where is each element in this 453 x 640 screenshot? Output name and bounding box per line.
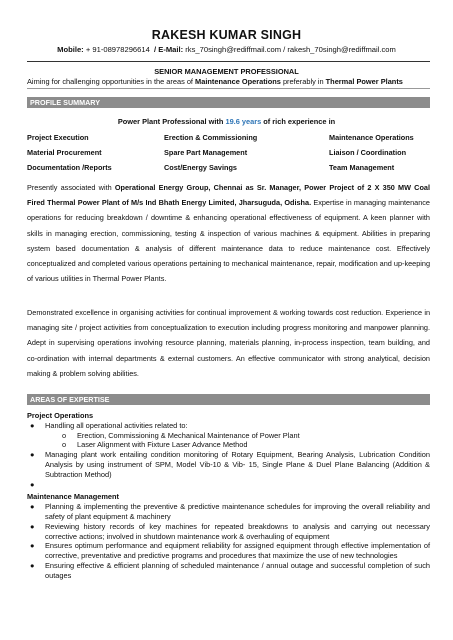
maintenance-management-list [27, 502, 430, 580]
candidate-name: RAKESH KUMAR SINGH [151, 28, 302, 42]
objective-highlight-1: Maintenance Operations [195, 77, 281, 86]
bullet-icon: ● [30, 521, 35, 531]
areas-of-expertise [27, 411, 430, 581]
bullet-icon: ● [30, 420, 35, 430]
sub-list-item-text: Erection, Commissioning & Mechanical Maintenance of Power Plant [77, 430, 300, 440]
bullet-icon: ● [30, 541, 35, 551]
mobile-number: + 91-08978296614 [83, 45, 150, 54]
skill-item: Cost/Energy Savings [164, 163, 237, 172]
skill-item: Material Procurement [27, 148, 102, 157]
contact-line [0, 45, 453, 54]
list-item [27, 561, 430, 581]
list-item-text: Handling all operational activities related to: [45, 420, 188, 430]
list-item-text: Ensuring effective & efficient planning of scheduled maintenance / annual outage and successful completion of such outages [45, 560, 430, 580]
sub-list-item-text: Laser Alignment with Fixture Laser Advance Method [77, 440, 248, 450]
list-item-text: Planning & implementing the preventive & predictive maintenance schedules for improving the overall reliability and safety of plant equipment & machinery [45, 502, 430, 521]
bullet-icon: ● [30, 450, 35, 460]
section-header-profile-summary: PROFILE SUMMARY [27, 97, 430, 108]
sub-list-item [45, 440, 430, 450]
skill-item: Spare Part Management [164, 148, 248, 157]
objective-highlight-2: Thermal Power Plants [325, 77, 403, 86]
headline-text-2: of rich experience in [261, 117, 336, 126]
bullet-icon: ● [30, 502, 35, 512]
skill-item: Liaison / Coordination [329, 148, 407, 157]
empty-list-item [27, 480, 430, 490]
summary-paragraph-2: Demonstrated excellence in organising activities for continual improvement & working towards cost reduction. Experience in managing site / project activities from conceptualization to execution including progress monitoring and manpower planning. Adept in supervising operations involving resource planning, materials planning, in-process inspection, team building, and co-ordination with internal departments & external customers. An effective communicator with strong analytical, decision making & problem solving abilities. [27, 308, 430, 378]
list-item [27, 541, 430, 561]
list-item [27, 421, 430, 450]
mobile-label: Mobile: [57, 45, 84, 54]
skill-item: Project Execution [27, 133, 89, 142]
subsection-title-project-operations: Project Operations [27, 411, 94, 420]
list-item [27, 450, 430, 479]
circle-bullet-icon: o [62, 440, 67, 450]
headline-text: Power Plant Professional with [117, 117, 226, 126]
role-title: SENIOR MANAGEMENT PROFESSIONAL [154, 67, 299, 76]
current-employer: Operational Energy Group, Chennai as Sr. Manager, Power Project of 2 X 350 MW Coal Fired Thermal Power Plant of M/s Ind Bhath Energy Limited, Jharsuguda, Odisha. [27, 183, 430, 208]
skill-item: Maintenance Operations [329, 133, 414, 142]
section-header-areas-of-expertise: AREAS OF EXPERTISE [27, 394, 430, 405]
list-item-text: Ensures optimum performance and equipment reliability for assigned equipment through effective implementation of corrective, preventative and predictive programs and procedures that maximize the use of new technologies [45, 541, 430, 561]
experience-headline [0, 117, 453, 126]
summary-text-2: Expertise in managing maintenance operations for reducing breakdown / downtime & enhancing operational effectiveness of equipment. A keen planner with skills in managing erection, commissioning, testing & inspection of various machines & equipment. Abilities in preparing system based documentation & analysis of different maintenance data to reduce maintenance cost. Effectively conceptualized and completed various operations pertaining to mechanical maintenance, repair, modification and up-keeping of various utilities in Thermal Power Plants. [27, 198, 430, 284]
skill-item: Team Management [329, 163, 395, 172]
email-label: / E-Mail: [154, 45, 184, 54]
header-divider [27, 61, 430, 62]
summary-text: Presently associated with [27, 183, 115, 192]
experience-years: 19.6 years [225, 117, 262, 126]
skill-item: Erection & Commissioning [164, 133, 258, 142]
skill-item: Documentation /Reports [27, 163, 112, 172]
list-item-text: Managing plant work entailing condition monitoring of Rotary Equipment, Bearing Analysis, Lubrication Condition Analysis by using instrument of SPM, Model Vib-10 & Vib- 15, Single Plane & Duel Plane Balancing (Addition & Subtraction Method) [45, 450, 430, 479]
objective-text-2: preferably in [280, 77, 326, 86]
career-objective [27, 77, 430, 86]
core-skills-grid [27, 133, 430, 172]
list-item-text: Reviewing history records of key machines for repeated breakdowns to analysis and carrying out necessary corrective actions; involved in shutdown maintenance work & overhauling of equipment [45, 521, 430, 541]
bullet-icon: ● [30, 479, 35, 489]
summary-paragraph-1 [27, 180, 430, 286]
objective-text: Aiming for challenging opportunities in the areas of [27, 77, 196, 86]
bullet-icon: ● [30, 560, 35, 570]
sub-list-item [45, 431, 430, 441]
project-operations-sublist [45, 431, 430, 451]
project-operations-list [27, 421, 430, 490]
list-item [27, 522, 430, 542]
subsection-title-maintenance-management: Maintenance Management [27, 492, 119, 502]
email-addresses: rks_70singh@rediffmail.com / rakesh_70singh@rediffmail.com [183, 45, 396, 54]
objective-divider [27, 88, 430, 89]
circle-bullet-icon: o [62, 430, 67, 440]
list-item [27, 502, 430, 522]
